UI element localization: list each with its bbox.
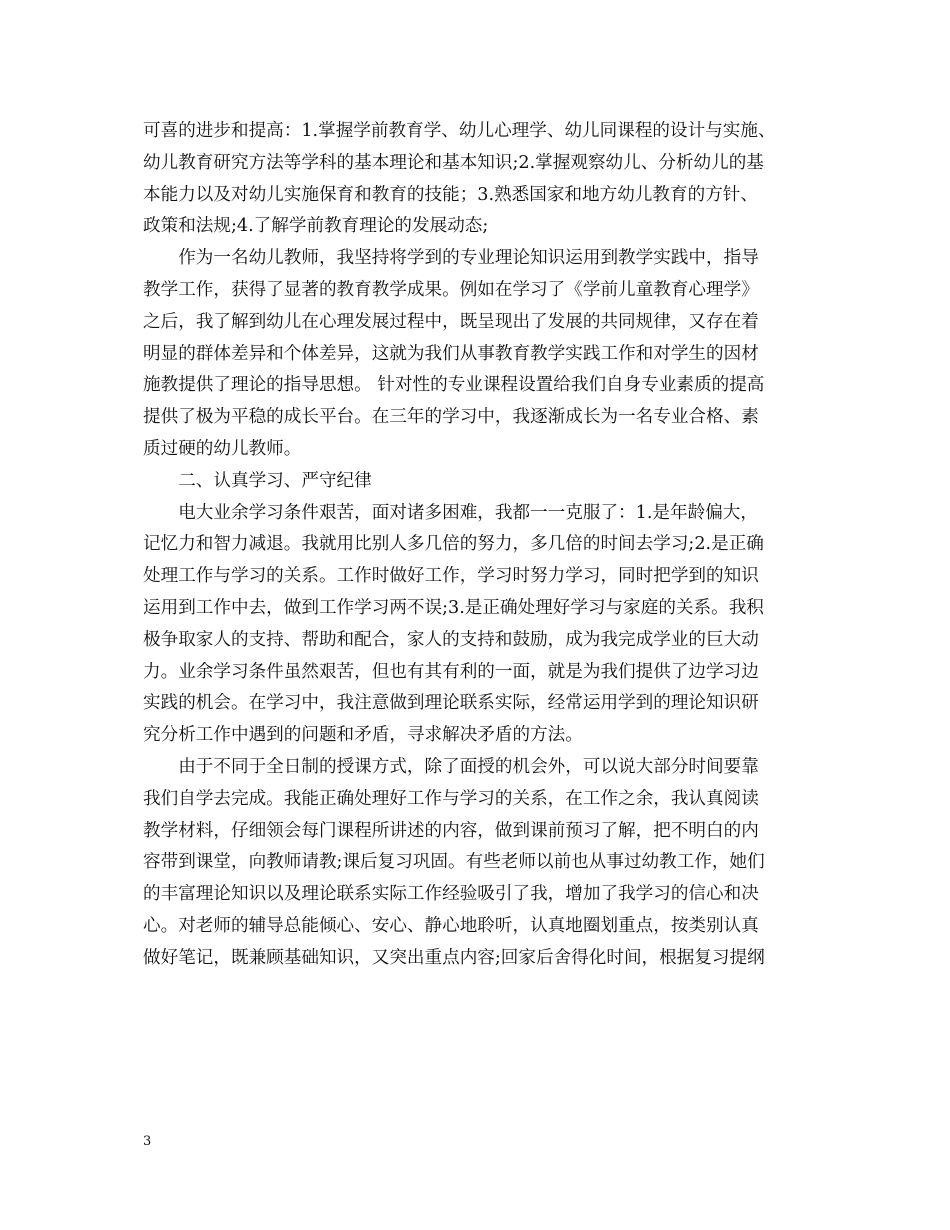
page-number: 3 — [143, 1134, 152, 1149]
paragraph-1: 可喜的进步和提高：1.掌握学前教育学、幼儿心理学、幼儿同课程的设计与实施、 幼儿教育研究方法等学科的基本理论和基本知识;2.掌握观察幼儿、分析幼儿的基 本能力以及对幼儿实施保育和教育的技能；3.熟悉国家和地方幼儿教育的方针、 政策和法规;4.了解学前教育理论的发展动态; — [143, 121, 776, 237]
paragraph-4: 由于不同于全日制的授课方式，除了面授的机会外，可以说大部分时间要靠 我们自学去完成。我能正确处理好工作与学习的关系，在工作之余，我认真阅读 教学材料，仔细领会每门课程所讲述的内容，做到课前预习了解，把不明白的内 容带到课堂，向教师请教;课后复习巩固。有些老师以前也从事过幼教工作，她们 的丰富理论知识以及理论联系实际工作经验吸引了我，增加了我学习的信心和决 心。对老师的辅导总能倾心、安心、静心地聆听，认真地圈划重点，按类别认真 做好笔记，既兼顾基础知识，又突出重点内容;回家后舍得化时间，根据复习提纲 — [143, 756, 765, 968]
section-heading: 二、认真学习、严守纪律 — [143, 470, 372, 491]
body-text — [143, 116, 813, 975]
paragraph-3: 电大业余学习条件艰苦，面对诸多困难，我都一一克服了：1.是年龄偏大， 记忆力和智力减退。我就用比别人多几倍的努力，多几倍的时间去学习;2.是正确 处理工作与学习的关系。工作时做好工作，学习时努力学习，同时把学到的知识 运用到工作中去，做到工作学习两不误;3.是正确处理好学习与家庭的关系。我积 极争取家人的支持、帮助和配合，家人的支持和鼓励，成为我完成学业的巨大动 力。业余学习条件虽然艰苦，但也有其有利的一面，就是为我们提供了边学习边 实践的机会。在学习中，我注意做到理论联系实际，经常运用学到的理论知识研 究分析工作中遇到的问题和矛盾，寻求解决矛盾的方法。 — [143, 502, 764, 746]
paragraph-2: 作为一名幼儿教师，我坚持将学到的专业理论知识运用到教学实践中，指导 教学工作，获得了显著的教育教学成果。例如在学习了《学前儿童教育心理学》 之后，我了解到幼儿在心理发展过程中，既呈现出了发展的共同规律，又存在着 明显的群体差异和个体差异，这就为我们从事教育教学实践工作和对学生的因材 施教提供了理论的指导思想。 针对性的专业课程设置给我们自身专业素质的提高 提供了极为平稳的成长平台。在三年的学习中，我逐渐成长为一名专业合格、素 质过硬的幼儿教师。 — [143, 248, 765, 459]
